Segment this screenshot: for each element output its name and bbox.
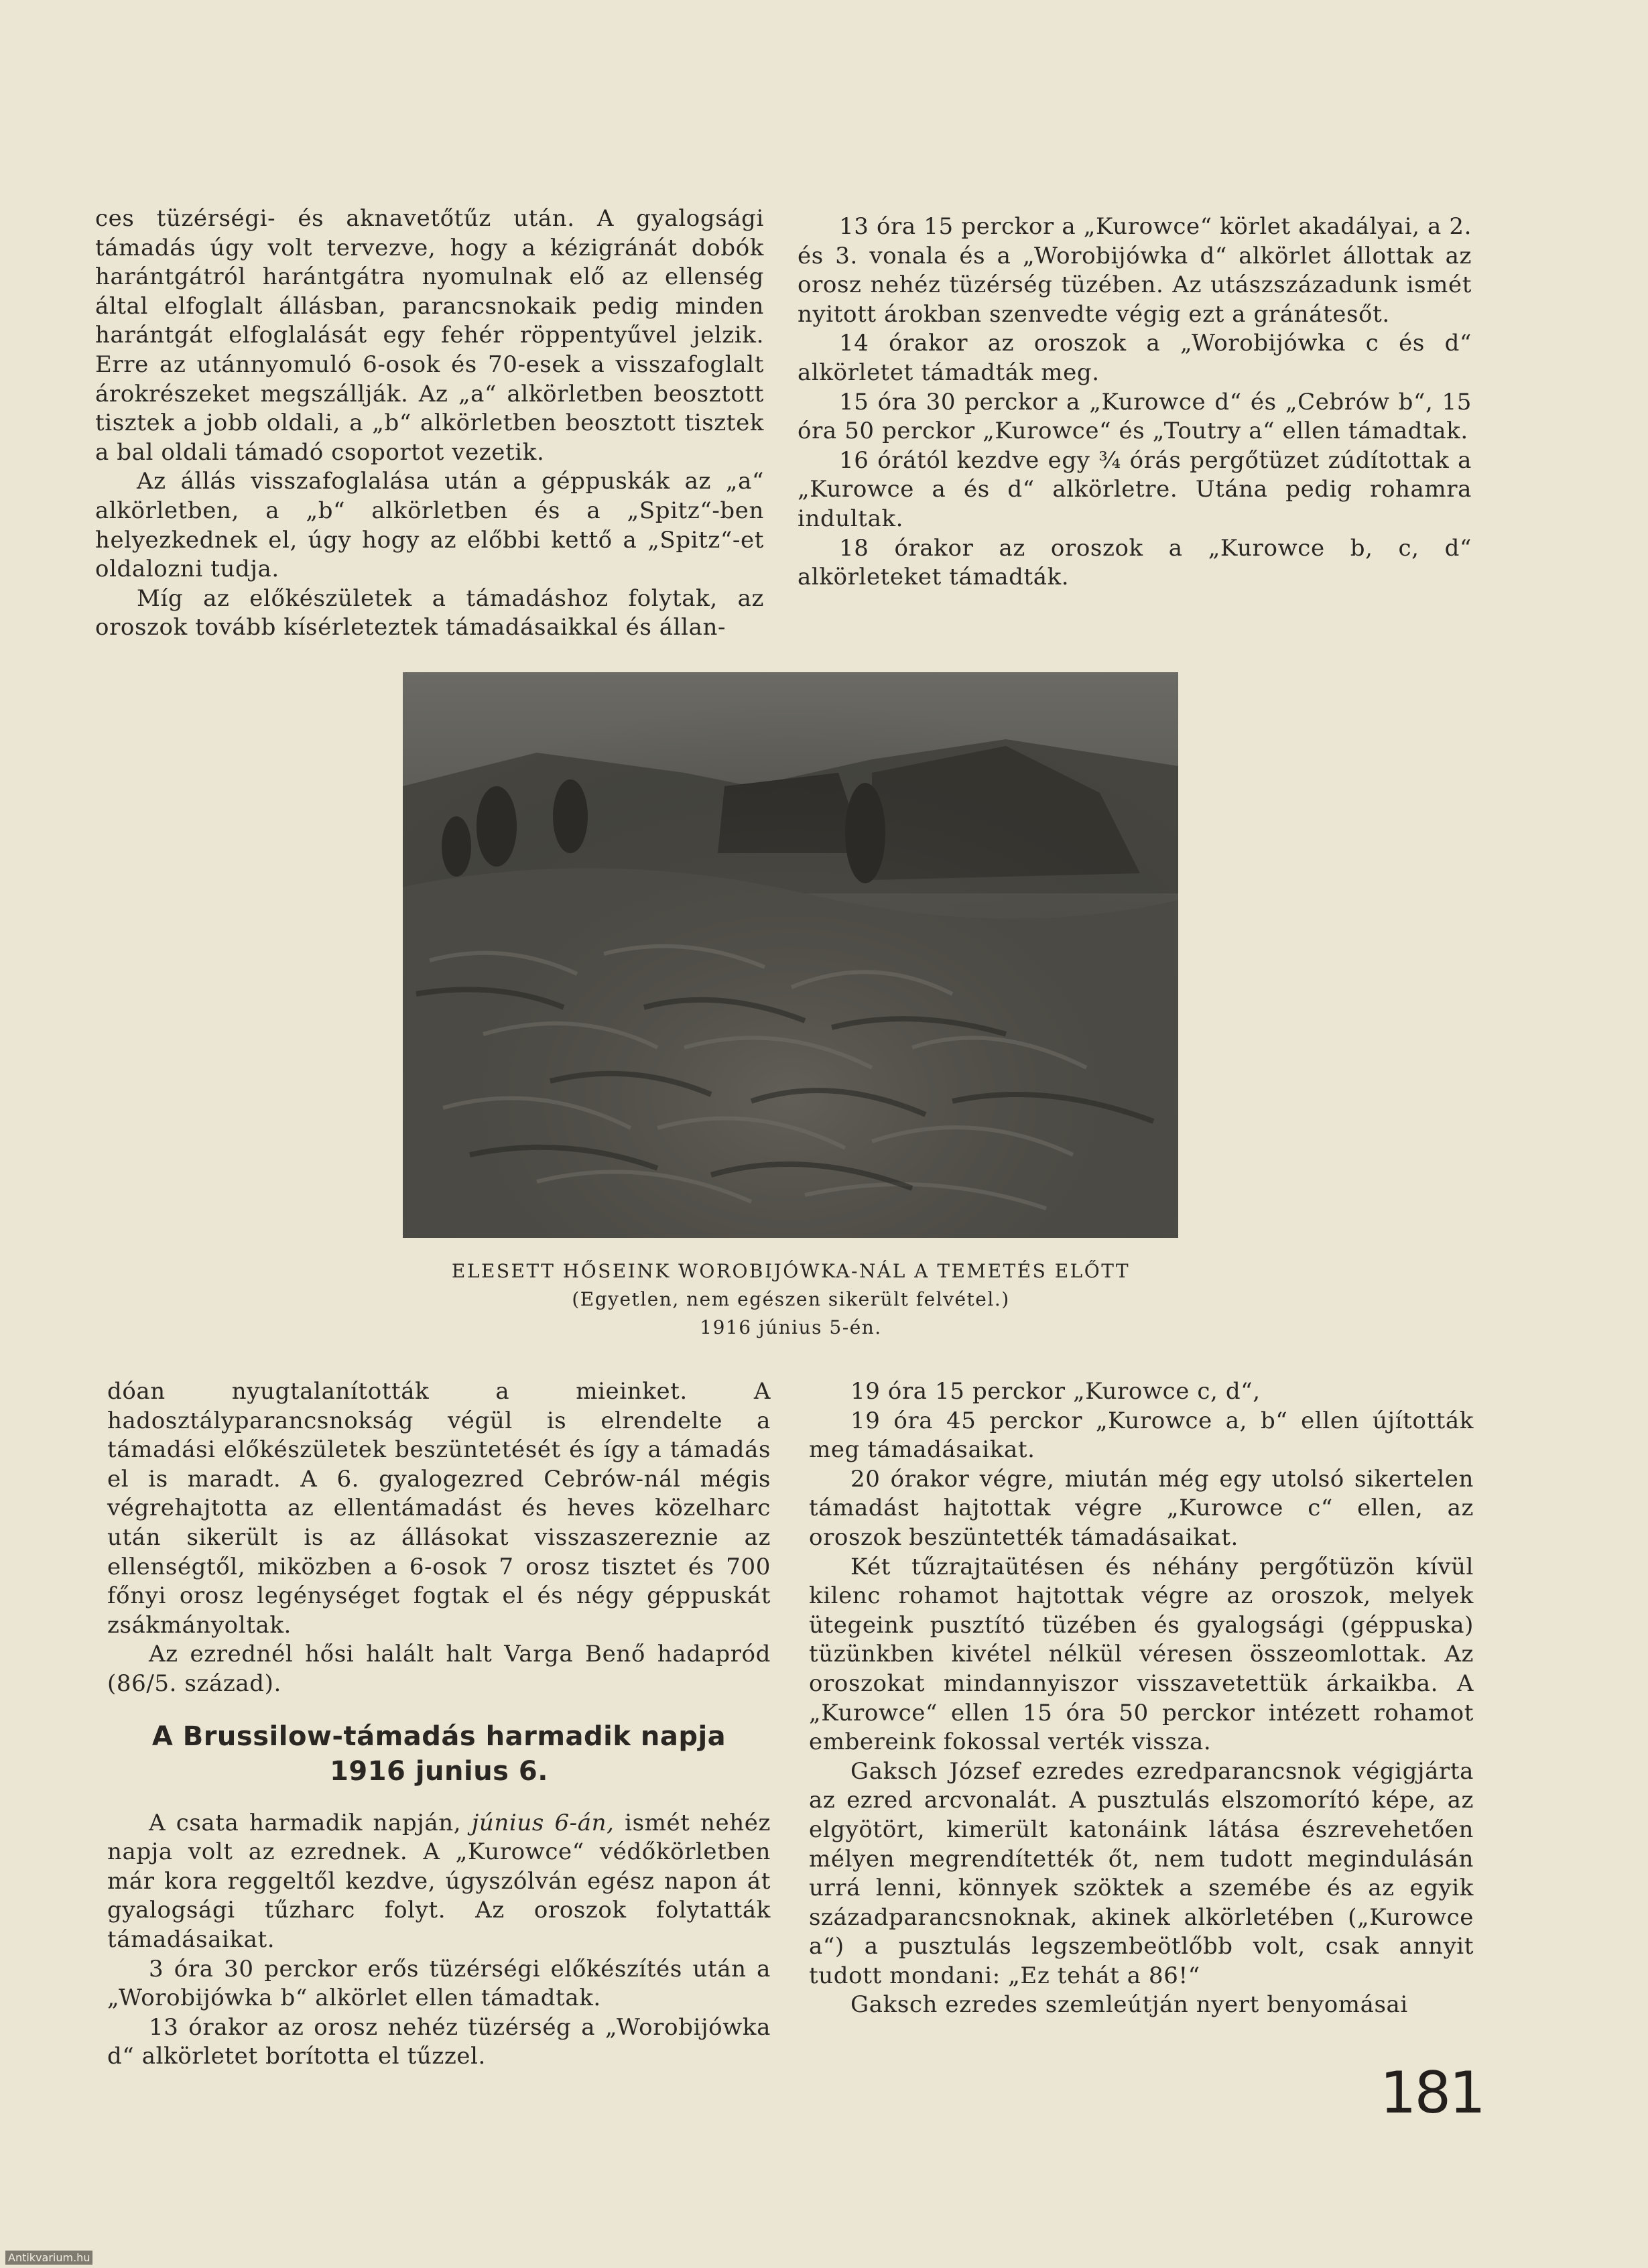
paragraph [107,1809,771,1955]
paragraph: Az ezrednél hősi halált halt Varga Benő hadapród (86/5. század). [107,1641,771,1697]
paragraph: 18 órakor az oroszok a „Kurowce b, c, d“ alkörleteket támadták. [798,534,1472,591]
paragraph: 14 órakor az oroszok a „Worobijówka c és d“ alkörletet támadták meg. [798,330,1472,386]
text-run: A csata harmadik napján, [149,1809,472,1836]
text-column-bottom-left [107,1377,771,2072]
photo-caption [375,1257,1206,1342]
paragraph: 16 órától kezdve egy ¾ órás pergőtüzet zúdítottak a „Kurowce a és d“ alkörletre. Utána pedig rohamra indultak. [798,446,1472,532]
paragraph: Míg az előkészületek a támadáshoz folytak, az oroszok tovább kísérleteztek támadásaikkal és állan- [95,584,764,641]
historical-photo [403,672,1178,1238]
caption-date: 1916 június 5-én. [700,1316,882,1338]
caption-title: ELESETT HŐSEINK WOROBIJÓWKA-NÁL A TEMETÉS ELŐTT [451,1260,1131,1282]
caption-note: (Egyetlen, nem egészen sikerült felvétel.) [572,1288,1010,1310]
heading-line: 1916 junius 6. [330,1755,548,1787]
paragraph: 15 óra 30 perckor a „Kurowce d“ és „Cebrów b“, 15 óra 50 perckor „Kurowce“ és „Toutry a“ ellen támadtak. [798,388,1472,445]
paragraph: ces tüzérségi- és aknavetőtűz után. A gyalogsági támadás úgy volt tervezve, hogy a kézigránát dobók harántgátról harántgátra nyomulnak elő az ellenség által elfoglalt állásban, parancsnokaik pedig minden harántgát elfoglalását egy fehér röppentyűvel jelzik. Erre az utánnyomuló 6-osok és 70-esek a visszafoglalt árokrészeket megszállják. Az „a“ alkörletben beosztott tisztek a jobb oldali, a „b“ alkörletben beosztott tisztek a bal oldali támadó csoportot vezetik. [95,205,764,466]
text-column-top-left [95,204,764,643]
paragraph: 3 óra 30 perckor erős tüzérségi előkészítés után a „Worobijówka b“ alkörlet ellen támadtak. [107,1955,771,2012]
paragraph: dóan nyugtalanították a mieinket. A hadosztályparancsnokság végül is elrendelte a támadási előkészületek beszüntetését és így a támadás el is maradt. A 6. gyalogezred Cebrów-nál mégis végrehajtotta az ellentámadást és heves közelharc után sikerült is az állásokat visszaszereznie az ellenségtől, miközben a 6-osok 7 orosz tisztet és 700 főnyi orosz legénységet fogtak el és négy géppuskát zsákmányoltak. [107,1378,771,1639]
paragraph: 19 óra 45 perckor „Kurowce a, b“ ellen újították meg támadásaikat. [809,1407,1474,1464]
paragraph: 13 órakor az orosz nehéz tüzérség a „Worobijówka d“ alkörletet borította el tűzzel. [107,2013,771,2070]
text-column-bottom-right [809,1377,1474,2020]
text-run: ismét nehéz napja volt az ezrednek. A „Kurowce“ védőkörletben már kora reggeltől kezdve, úgyszólván egész napon át gyalogsági tűzharc folyt. Az oroszok folytatták támadásaikat. [107,1809,771,1953]
watermark: Antikvarium.hu [5,2251,92,2265]
page-number: 181 [1379,2060,1484,2127]
photo-illustration [403,672,1178,1238]
paragraph: 19 óra 15 perckor „Kurowce c, d“, [850,1378,1261,1405]
paragraph: 13 óra 15 perckor a „Kurowce“ körlet akadályai, a 2. és 3. vonala és a „Worobijówka d“ alkörlet állottak az orosz nehéz tüzérség tüzében. Az utászszázadunk ismét nyitott árokban szenvedte végig ezt a gránátesőt. [798,213,1472,328]
paragraph: Gaksch ezredes szemleútján nyert benyomásai [850,1991,1408,2019]
heading-line: A Brussilow-támadás harmadik napja [151,1720,726,1752]
emphasis-date: június 6-án, [471,1809,615,1836]
paragraph: 20 órakor végre, miután még egy utolsó sikertelen támadást hajtottak végre „Kurowce c“ ellen, az oroszok beszüntették támadásaikat. [809,1465,1474,1551]
text-column-top-right [798,212,1472,592]
section-heading [107,1719,771,1789]
paragraph: Gaksch József ezredes ezredparancsnok végigjárta az ezred arcvonalát. A pusztulás elszomorító képe, az elgyötört, kimerült katonáink látása észrevehetően mélyen megrendítették őt, nem tudott megindulásán urrá lenni, könnyek szöktek a szemébe és az egyik századparancsnoknak, akinek alkörletében („Kurowce a“) a pusztulás legszembeötlőbb volt, csak annyit tudott mondani: „Ez tehát a 86!“ [809,1757,1474,1989]
paragraph: Az állás visszafoglalása után a géppuskák az „a“ alkörletben, a „b“ alkörletben és a „Spitz“-ben helyezkednek el, úgy hogy az előbbi kettő a „Spitz“-et oldalozni tudja. [95,468,764,583]
paragraph: Két tűzrajtaütésen és néhány pergőtüzön kívül kilenc rohamot hajtottak végre az oroszok, melyek ütegeink pusztító tüzében és gyalogsági (géppuska) tüzünkben kivétel nélkül véresen összeomlottak. Az oroszokat mindannyiszor visszavetettük árkaikba. A „Kurowce“ ellen 15 óra 50 perckor intézett rohamot embereink fokossal verték vissza. [809,1553,1474,1756]
